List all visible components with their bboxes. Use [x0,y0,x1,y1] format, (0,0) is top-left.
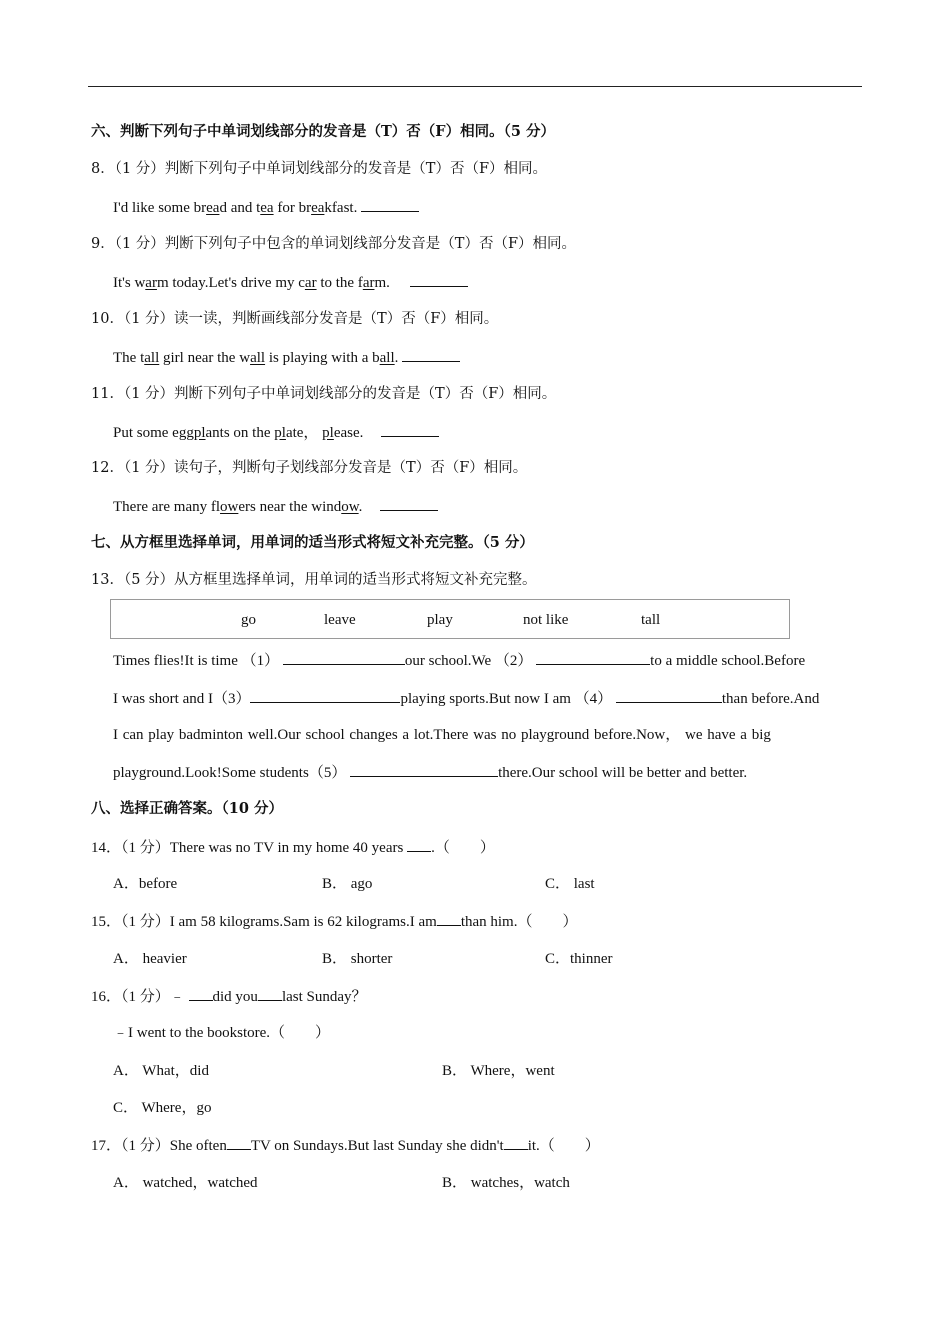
word-bank-item: leave [324,612,356,628]
q16-option-b[interactable]: B． Where，went [442,1063,555,1079]
section-seven-heading: 七、从方框里选择单词，用单词的适当形式将短文补充完整。（5 分） [91,534,534,551]
q8-answer-blank[interactable] [361,197,419,212]
passage-line-3: I can play badminton well.Our school changes a lot.There was no playground before.Now， we have a big [113,727,771,743]
q11-stem: 11．（1 分）判断下列句子中单词划线部分的发音是（T）否（F）相同。 [91,386,557,402]
blank-5[interactable] [350,762,498,777]
q10-stem: 10．（1 分）读一读，判断画线部分发音是（T）否（F）相同。 [91,311,499,327]
q14-stem: 14．（1 分）There was no TV in my home 40 years .（ ） [91,837,495,858]
q10-answer-blank[interactable] [402,347,460,362]
q14-option-c[interactable]: C． last [545,876,595,892]
q14-blank[interactable] [407,837,431,852]
blank-3[interactable] [250,688,400,703]
word-bank-item: not like [523,612,569,628]
passage-line-4: playground.Look!Some students（5） there.Our school will be better and better. [113,762,747,783]
q17-option-b[interactable]: B． watches，watch [442,1175,570,1191]
q8-sentence: I'd like some bread and tea for breakfast. [113,197,419,218]
q16-blank-1[interactable] [189,986,213,1001]
q14-option-b[interactable]: B． ago [322,876,373,892]
q16-option-c[interactable]: C． Where，go [113,1100,212,1116]
q11-sentence: Put some eggplants on the plate， please. [113,422,439,443]
q14-option-a[interactable]: A．before [113,876,178,892]
section-six-heading: 六、判断下列句子中单词划线部分的发音是（T）否（F）相同。（5 分） [91,123,555,140]
q15-stem: 15．（1 分）I am 58 kilograms.Sam is 62 kilograms.I am than him.（ ） [91,911,577,932]
passage-line-2: I was short and I（3） playing sports.But now I am （4） than before.And [113,688,819,709]
q15-option-a[interactable]: A． heavier [113,951,187,967]
q10-sentence: The tall girl near the wall is playing with a ball. [113,347,460,368]
q16-blank-2[interactable] [258,986,282,1001]
q9-sentence: It's warm today.Let's drive my car to the farm. [113,272,468,293]
header-rule [88,86,862,87]
word-bank-box [110,599,790,639]
word-bank-item: go [241,612,256,628]
q15-option-c[interactable]: C．thinner [545,951,613,967]
word-bank-item: tall [641,612,661,628]
q9-stem: 9．（1 分）判断下列句子中包含的单词划线部分发音是（T）否（F）相同。 [91,236,577,252]
q11-answer-blank[interactable] [381,422,439,437]
q17-blank-1[interactable] [227,1135,251,1150]
q9-answer-blank[interactable] [410,272,468,287]
q15-blank[interactable] [437,911,461,926]
q15-option-b[interactable]: B． shorter [322,951,393,967]
word-bank-item: play [427,612,453,628]
section-eight-heading: 八、选择正确答案。（10 分） [91,800,283,817]
blank-4[interactable] [616,688,722,703]
q16-reply: ﹣I went to the bookstore.（ ） [113,1025,331,1041]
passage-line-1: Times flies!It is time （1） our school.We （2） to a middle school.Before [113,650,805,671]
q12-answer-blank[interactable] [380,496,438,511]
blank-1[interactable] [283,650,405,665]
q17-stem: 17．（1 分）She often TV on Sundays.But last Sunday she didn't it.（ ） [91,1135,600,1156]
q16-option-a[interactable]: A． What，did [113,1063,209,1079]
q8-stem: 8．（1 分）判断下列句子中单词划线部分的发音是（T）否（F）相同。 [91,161,548,177]
q12-sentence: There are many flowers near the window. [113,496,438,517]
q17-option-a[interactable]: A． watched，watched [113,1175,258,1191]
blank-2[interactable] [536,650,650,665]
q16-stem: 16．（1 分）﹣ did you last Sunday？ [91,986,367,1007]
q12-stem: 12．（1 分）读句子，判断句子划线部分发音是（T）否（F）相同。 [91,460,528,476]
q13-stem: 13．（5 分）从方框里选择单词，用单词的适当形式将短文补充完整。 [91,572,537,588]
q17-blank-2[interactable] [504,1135,528,1150]
